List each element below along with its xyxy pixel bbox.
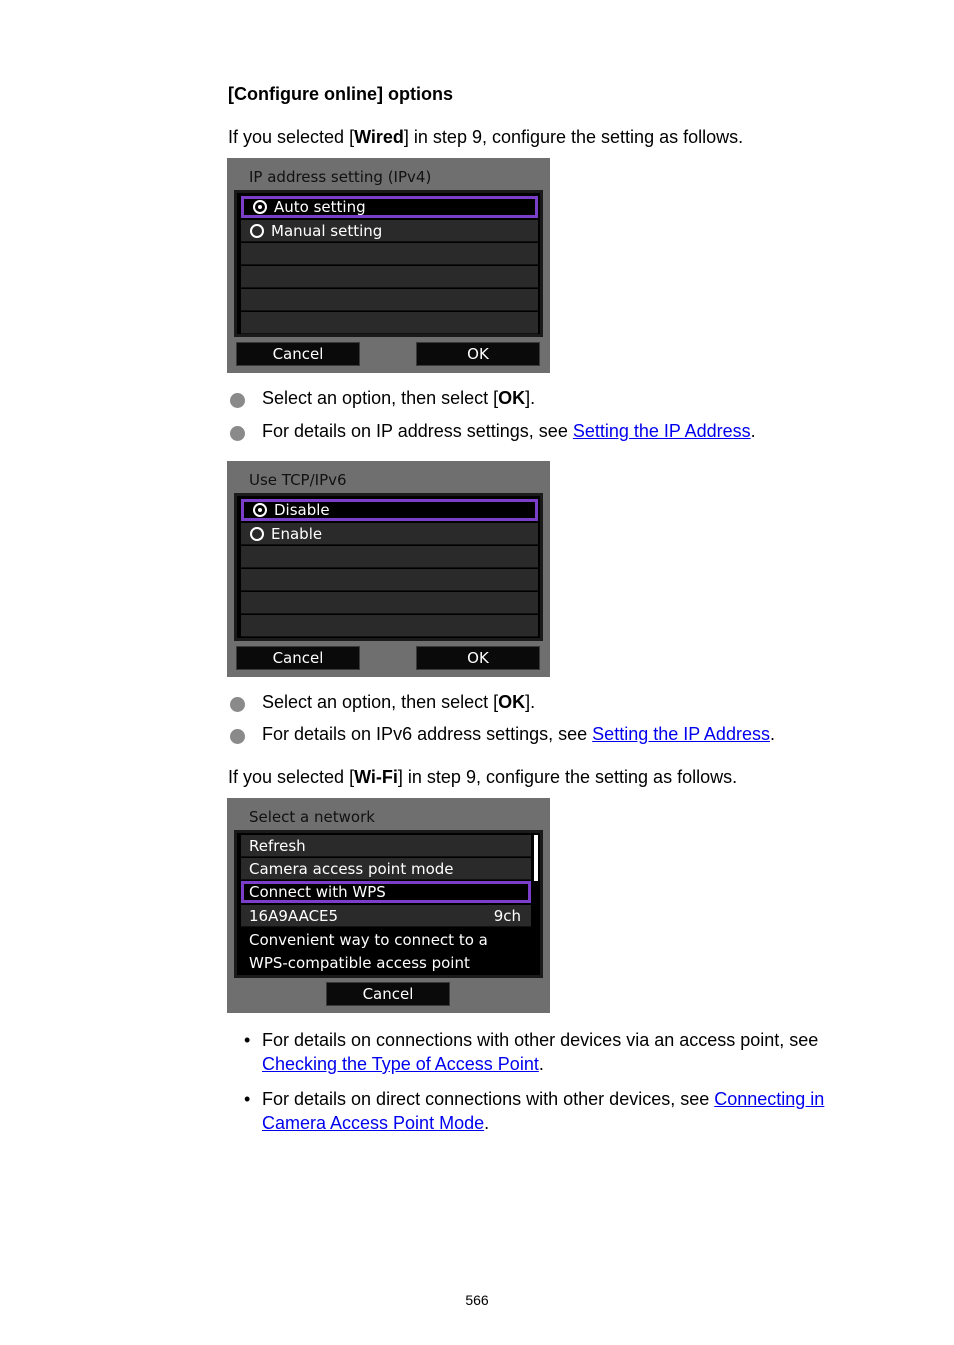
tcp-ipv6-screen — [227, 461, 550, 677]
options-panel — [234, 493, 543, 641]
list-item-refresh[interactable]: Refresh — [241, 835, 531, 857]
section-heading: [Configure online] options — [228, 84, 453, 104]
screen-title: IP address setting (IPv4) — [249, 168, 432, 186]
empty-row — [241, 592, 538, 614]
empty-row — [241, 266, 538, 288]
bullet-marker: • — [244, 1030, 251, 1050]
radio-selected-icon — [253, 503, 267, 517]
cancel-button[interactable]: Cancel — [236, 646, 360, 670]
link-setting-ip-address[interactable]: Setting the IP Address — [592, 724, 770, 744]
select-network-screen — [227, 798, 550, 1013]
network-list-panel — [234, 830, 543, 978]
scrollbar-thumb[interactable] — [534, 835, 538, 881]
bullet-icon — [230, 729, 245, 744]
cancel-button[interactable]: Cancel — [326, 982, 450, 1006]
bullet-icon — [230, 393, 245, 408]
options-panel — [234, 190, 543, 337]
empty-row — [241, 569, 538, 591]
ipv4-setting-screen — [227, 158, 550, 373]
screen-title: Use TCP/IPv6 — [249, 471, 347, 489]
ok-button[interactable]: OK — [416, 342, 540, 366]
list-item-connect-with-wps[interactable]: Connect with WPS — [241, 881, 531, 903]
option-manual-setting[interactable]: Manual setting — [241, 220, 538, 242]
link-camera-access-point-mode[interactable]: Connecting in Camera Access Point Mode — [262, 1089, 825, 1133]
empty-row — [241, 615, 538, 637]
radio-empty-icon — [250, 224, 264, 238]
bullet-icon — [230, 426, 245, 441]
channel-label: 9ch — [493, 907, 521, 925]
link-checking-access-point-type[interactable]: Checking the Type of Access Point — [262, 1054, 539, 1074]
link-setting-ip-address[interactable]: Setting the IP Address — [572, 421, 751, 441]
option-disable[interactable]: Disable — [241, 499, 538, 521]
empty-row — [241, 289, 538, 311]
page-number: 566 — [465, 1292, 489, 1308]
screen-title: Select a network — [249, 808, 375, 826]
list-item-camera-access-point-mode[interactable]: Camera access point mode — [241, 858, 531, 880]
radio-selected-icon — [253, 200, 267, 214]
empty-row — [241, 243, 538, 265]
wifi-intro: If you selected [Wi-Fi] in step 9, configure the setting as follows. — [228, 767, 738, 787]
description-line-2: WPS-compatible access point — [249, 954, 470, 972]
description-line-1: Convenient way to connect to a — [249, 931, 488, 949]
option-auto-setting[interactable]: Auto setting — [241, 196, 538, 218]
ok-button[interactable]: OK — [416, 646, 540, 670]
list-item-network[interactable]: 16A9AACE5 9ch — [241, 905, 531, 927]
empty-row — [241, 546, 538, 568]
bullet-icon — [230, 697, 245, 712]
radio-empty-icon — [250, 527, 264, 541]
option-enable[interactable]: Enable — [241, 523, 538, 545]
empty-row — [241, 312, 538, 334]
wired-intro: If you selected [Wired] in step 9, configure the setting as follows. — [228, 127, 744, 147]
cancel-button[interactable]: Cancel — [236, 342, 360, 366]
bullet-marker: • — [244, 1089, 251, 1109]
